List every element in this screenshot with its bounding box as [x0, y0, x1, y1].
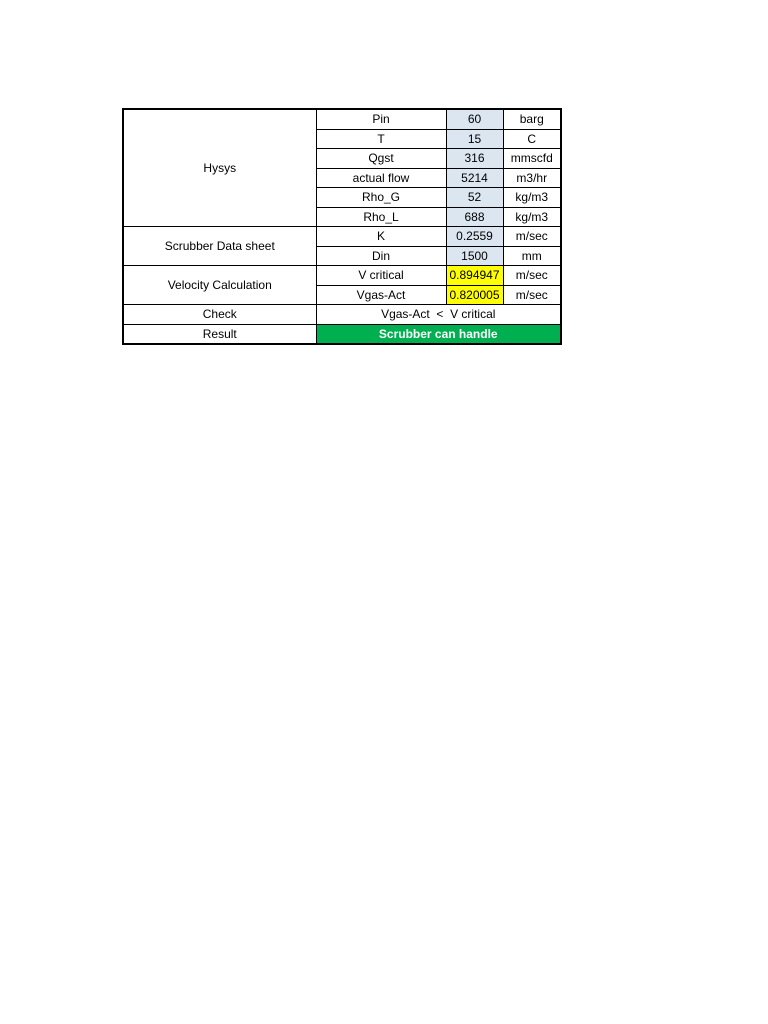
group-label-result[interactable]: Result — [123, 324, 316, 344]
value-cell[interactable]: 688 — [446, 207, 503, 227]
param-cell[interactable]: Din — [316, 246, 446, 266]
param-cell[interactable]: Rho_L — [316, 207, 446, 227]
param-cell[interactable]: K — [316, 227, 446, 247]
check-expression-cell[interactable]: Vgas-Act < V critical — [316, 305, 561, 325]
unit-cell[interactable]: kg/m3 — [503, 188, 561, 208]
value-cell[interactable]: 60 — [446, 109, 503, 129]
group-label-hysys[interactable]: Hysys — [123, 109, 316, 227]
unit-cell[interactable]: C — [503, 129, 561, 149]
value-cell[interactable]: 52 — [446, 188, 503, 208]
unit-cell[interactable]: kg/m3 — [503, 207, 561, 227]
table-row — [123, 305, 561, 325]
param-cell[interactable]: actual flow — [316, 168, 446, 188]
table-row — [123, 324, 561, 344]
table-row — [123, 227, 561, 247]
value-cell[interactable]: 15 — [446, 129, 503, 149]
unit-cell[interactable]: m/sec — [503, 227, 561, 247]
unit-cell[interactable]: m3/hr — [503, 168, 561, 188]
value-cell[interactable]: 316 — [446, 149, 503, 169]
param-cell[interactable]: V critical — [316, 266, 446, 286]
value-cell[interactable]: 1500 — [446, 246, 503, 266]
calc-value-cell[interactable]: 0.894947 — [446, 266, 503, 286]
param-cell[interactable]: Rho_G — [316, 188, 446, 208]
value-cell[interactable]: 5214 — [446, 168, 503, 188]
unit-cell[interactable]: barg — [503, 109, 561, 129]
unit-cell[interactable]: m/sec — [503, 266, 561, 286]
param-cell[interactable]: Vgas-Act — [316, 285, 446, 305]
param-cell[interactable]: T — [316, 129, 446, 149]
group-label-velocity[interactable]: Velocity Calculation — [123, 266, 316, 305]
value-cell[interactable]: 0.2559 — [446, 227, 503, 247]
table-row — [123, 109, 561, 129]
unit-cell[interactable]: mm — [503, 246, 561, 266]
group-label-scrubber[interactable]: Scrubber Data sheet — [123, 227, 316, 266]
param-cell[interactable]: Qgst — [316, 149, 446, 169]
unit-cell[interactable]: mmscfd — [503, 149, 561, 169]
calc-value-cell[interactable]: 0.820005 — [446, 285, 503, 305]
scrubber-check-table — [122, 108, 562, 345]
unit-cell[interactable]: m/sec — [503, 285, 561, 305]
param-cell[interactable]: Pin — [316, 109, 446, 129]
result-cell[interactable]: Scrubber can handle — [316, 324, 561, 344]
table-row — [123, 266, 561, 286]
group-label-check[interactable]: Check — [123, 305, 316, 325]
